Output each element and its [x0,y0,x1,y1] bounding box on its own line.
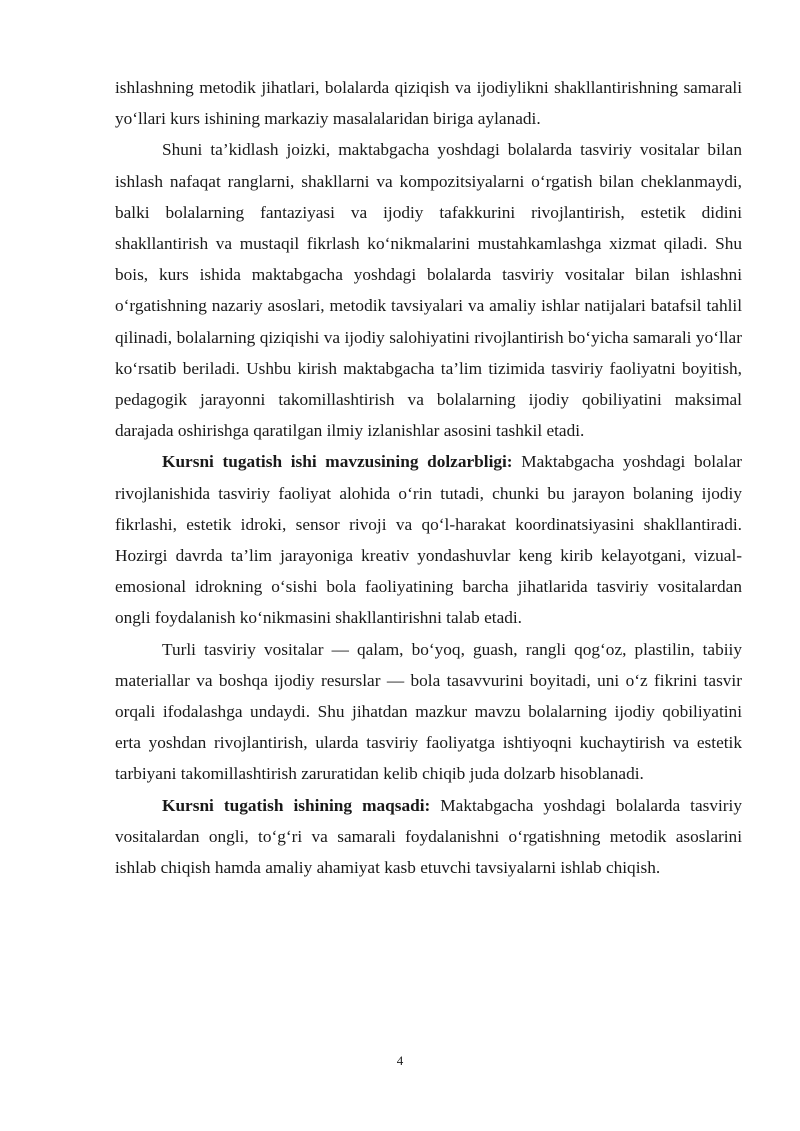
relevance-text: Maktabgacha yoshdagi bolalar rivojlanishida tasviriy faoliyat alohida o‘rin tutadi, chunki bu jarayon bolaning ijodiy fikrlashi, estetik idroki, sensor rivoji va qo‘l-harakat koordinatsiyasini shakllantiradi. Hozirgi davrda ta’lim jarayoniga kreativ yondashuvlar keng kirib kelayotgani, vizual-emosional idrokning o‘sishi bola faoliyatining barcha jihatlarida tasviriy vositalardan ongli foydalanish ko‘nikmasini shakllantirishni talab etadi. [115,452,742,628]
relevance-heading: Kursni tugatish ishi mavzusining dolzarbligi: [162,452,513,472]
goal-text: Maktabgacha yoshdagi bolalarda tasviriy vositalardan ongli, to‘g‘ri va samarali foydalanishni o‘rgatishning metodik asoslarini ishlab chiqish hamda amaliy ahamiyat kasb etuvchi tavsiyalarni ishlab chiqish. [115,795,742,878]
paragraph-goal [115,790,742,884]
paragraph-2-text: Shuni ta’kidlash joizki, maktabgacha yoshdagi bolalarda tasviriy vositalar bilan ishlash nafaqat ranglarni, shakllarni va kompozitsiyalarni o‘rgatish bilan cheklanmaydi, balki bolalarning fantaziyasi va ijodiy tafakkurini rivojlantirish, estetik didini shakllantirish va mustaqil fikrlash ko‘nikmalarini mustahkamlashga xizmat qiladi. Shu bois, kurs ishida maktabgacha yoshdagi bolalarda tasviriy vositalar bilan ishlashni o‘rgatishning nazariy asoslari, metodik tavsiyalari va amaliy ishlar natijalari batafsil tahlil qilinadi, bolalarning qiziqishi va ijodiy salohiyatini rivojlantirish bo‘yicha samarali yo‘llar ko‘rsatib beriladi. Ushbu kirish maktabgacha ta’lim tizimida tasviriy faoliyatni boyitish, pedagogik jarayonni takomillashtirish va bolalarning ijodiy qobiliyatini maksimal darajada oshirishga qaratilgan ilmiy izlanishlar asosini tashkil etadi. [115,140,742,441]
paragraph-relevance [115,446,742,633]
paragraph-1 [115,72,742,134]
page-number: 4 [396,1053,404,1068]
paragraph-4-text: Turli tasviriy vositalar — qalam, bo‘yoq, guash, rangli qog‘oz, plastilin, tabiiy materiallar va boshqa ijodiy resurslar — bola tasavvurini boyitadi, uni o‘z fikrini tasvir orqali ifodalashga undaydi. Shu jihatdan mazkur mavzu bolalarning ijodiy qobiliyatini erta yoshdan rivojlantirish, ularda tasviriy faoliyatga ishtiyoqni kuchaytirish va estetik tarbiyani takomillashtirish zaruratidan kelib chiqib juda dolzarb hisoblanadi. [115,639,742,784]
paragraph-2 [115,134,742,446]
paragraph-4 [115,634,742,790]
goal-heading: Kursni tugatish ishining maqsadi: [162,795,431,815]
paragraph-1-text: ishlashning metodik jihatlari, bolalarda qiziqish va ijodiylikni shakllantirishning samarali yo‘llari kurs ishining markaziy masalalaridan biriga aylanadi. [115,78,742,129]
document-page [115,72,742,883]
